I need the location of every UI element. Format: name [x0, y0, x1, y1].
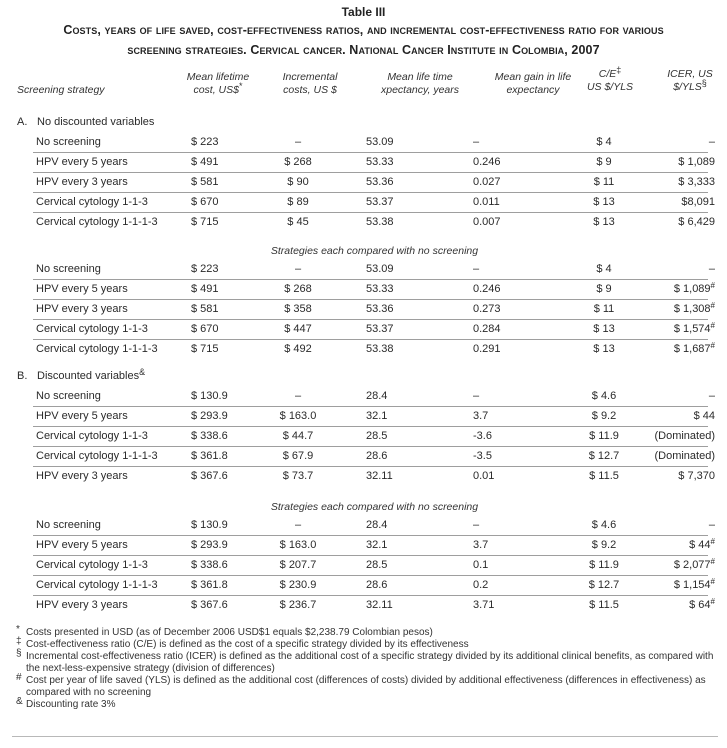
cell-icer-value: $ 1,154 [673, 579, 711, 591]
cell-life-expectancy: 53.37 [366, 323, 394, 335]
table-caption [14, 20, 714, 60]
cell-icer [643, 173, 715, 192]
header-ce-ratio [575, 65, 645, 94]
cell-icer [643, 133, 715, 152]
footnote-marker: * [16, 624, 20, 635]
cell-mean-cost: $ 223 [191, 136, 219, 148]
footnote-text: Costs presented in USD (as of December 2006 USD$1 equals $2,238.79 Colombian pesos) [26, 627, 433, 638]
cell-life-expectancy: 28.5 [366, 559, 388, 571]
cell-icer [643, 536, 715, 555]
cell-gain: 0.007 [473, 216, 501, 228]
cell-strategy: Cervical cytology 1-1-1-3 [36, 343, 158, 355]
cell-strategy: Cervical cytology 1-1-1-3 [36, 216, 158, 228]
cell-icer [643, 447, 715, 466]
header-incremental-costs [260, 71, 360, 97]
cell-icer-value: $ 1,308 [673, 303, 711, 315]
cell-gain: 3.7 [473, 410, 489, 422]
cell-ce: $ 11.9 [589, 559, 619, 571]
cell-mean-cost: $ 338.6 [191, 430, 228, 442]
cell-life-expectancy: 32.1 [366, 539, 388, 551]
section-b-compared-rows [33, 516, 715, 615]
cell-ce: $ 12.7 [588, 450, 620, 462]
table-row [33, 595, 715, 615]
cell-icer [643, 516, 715, 535]
footnote-marker: ‡ [616, 65, 622, 75]
cell-icer-value: $ 1,089 [673, 283, 711, 295]
cell-life-expectancy: 28.5 [366, 430, 388, 442]
footnote-marker: # [710, 557, 715, 566]
cell-icer-value: $ 2,077 [673, 559, 711, 571]
header-line [168, 81, 268, 97]
header-text: cost, US$ [193, 84, 239, 96]
cell-life-expectancy: 53.36 [366, 303, 394, 315]
header-line: expectancy [506, 84, 560, 96]
cell-ce: $ 11 [593, 176, 615, 188]
cell-incremental-cost: $ 447 [284, 323, 312, 335]
cell-ce: $ 13 [593, 196, 615, 208]
cell-gain: -3.5 [473, 450, 492, 462]
cell-gain: – [473, 136, 480, 148]
cell-ce: $ 11.5 [589, 470, 619, 482]
cell-life-expectancy: 53.38 [366, 343, 394, 355]
cell-icer [643, 260, 715, 279]
table-row [33, 516, 715, 535]
footnote-marker: # [710, 577, 715, 586]
footnote-marker: # [710, 537, 715, 546]
header-mean-life-expectancy [360, 71, 480, 97]
cell-incremental-cost: $ 230.9 [279, 579, 317, 591]
table-row [33, 406, 715, 426]
cell-life-expectancy: 28.6 [366, 450, 388, 462]
bottom-rule-divider [12, 736, 718, 737]
cell-gain: – [473, 263, 480, 275]
header-line [650, 78, 727, 94]
cell-incremental-cost: $ 45 [287, 216, 309, 228]
table-caption-line-2: screening strategies. Cervical cancer. National Cancer Institute in Colombia, 2007 [127, 43, 600, 57]
header-line: ICER, US [667, 68, 713, 80]
section-b-compared-subheader: Strategies each compared with no screening [270, 501, 479, 513]
cell-incremental-cost: – [294, 390, 302, 402]
cell-life-expectancy: 53.09 [366, 263, 394, 275]
cell-mean-cost: $ 130.9 [191, 519, 228, 531]
footnote-marker: # [710, 341, 715, 350]
footnote-text: Cost-effectiveness ratio (C/E) is defined as the cost of a specific strategy divided by its effectiveness [26, 639, 469, 650]
footnote-item [16, 672, 716, 699]
cell-strategy: HPV every 3 years [36, 599, 128, 611]
header-mean-lifetime-cost [168, 71, 268, 97]
cell-incremental-cost: $ 163.0 [279, 410, 317, 422]
footnote-text: Incremental cost-effectiveness ratio (ICER) is defined as the additional cost of a specific strategy divided by its additional clinical benefits, as compared with the next-less-expensive strategy (division of differences) [26, 651, 714, 674]
header-line: costs, US $ [283, 84, 337, 96]
cell-gain: 0.246 [473, 283, 501, 295]
table-title-block [0, 4, 727, 60]
cell-strategy: HPV every 5 years [36, 410, 128, 422]
header-line: Mean lifetime [186, 71, 250, 83]
header-text: $/YLS [673, 81, 702, 93]
footnote-marker: & [16, 696, 23, 707]
cell-strategy: HPV every 5 years [36, 283, 128, 295]
section-a-rows [33, 133, 715, 232]
section-title: Discounted variables [37, 370, 140, 382]
footnote-item [16, 624, 716, 639]
cell-icer-value: (Dominated) [654, 430, 715, 442]
cell-mean-cost: $ 670 [191, 323, 219, 335]
cell-ce: $ 4.6 [591, 519, 617, 531]
cell-icer [643, 407, 715, 426]
section-a-compared-rows [33, 260, 715, 359]
header-screening-strategy [17, 84, 105, 97]
cell-icer-value: – [708, 390, 715, 402]
table-row [33, 192, 715, 212]
table-row [33, 387, 715, 406]
table-row [33, 299, 715, 319]
cell-life-expectancy: 53.09 [366, 136, 394, 148]
cell-mean-cost: $ 130.9 [191, 390, 228, 402]
cell-incremental-cost: $ 163.0 [279, 539, 317, 551]
footnote-marker: # [710, 301, 715, 310]
cell-mean-cost: $ 715 [191, 216, 219, 228]
header-mean-gain-life-expectancy [478, 71, 588, 97]
header-line: US $/YLS [586, 81, 634, 93]
cell-incremental-cost: $ 268 [284, 283, 312, 295]
cell-ce: $ 9.2 [591, 410, 617, 422]
cell-gain: -3.6 [473, 430, 492, 442]
cell-gain: 0.027 [473, 176, 501, 188]
cell-icer-value: $ 1,574 [673, 323, 711, 335]
footnote-item [16, 636, 716, 651]
section-a-label [17, 116, 154, 128]
cell-gain: 0.284 [473, 323, 501, 335]
footnote-marker: # [710, 321, 715, 330]
cell-icer [643, 340, 715, 359]
section-title: No discounted variables [37, 116, 155, 128]
cell-mean-cost: $ 491 [191, 283, 219, 295]
cell-strategy: HPV every 5 years [36, 539, 128, 551]
cell-icer-value: $ 1,687 [673, 343, 711, 355]
cell-incremental-cost: $ 89 [287, 196, 309, 208]
footnote-text: Discounting rate 3% [26, 699, 116, 710]
cell-ce: $ 11.9 [589, 430, 619, 442]
section-a-compared-subheader: Strategies each compared with no screening [270, 245, 479, 257]
cell-incremental-cost: – [294, 263, 302, 275]
footnote-text: Cost per year of life saved (YLS) is defined as the additional cost (differences of costs) divided by additional effectiveness (differences in effectiveness) as compared with no screening [26, 675, 706, 698]
cell-ce: $ 11 [593, 303, 615, 315]
cell-icer [643, 556, 715, 575]
cell-incremental-cost: $ 268 [284, 156, 312, 168]
cell-icer-value: – [708, 519, 715, 531]
footnote-marker: & [139, 367, 146, 377]
table-row [33, 319, 715, 339]
cell-strategy: Cervical cytology 1-1-1-3 [36, 579, 158, 591]
cell-mean-cost: $ 367.6 [191, 599, 228, 611]
cell-life-expectancy: 53.33 [366, 283, 394, 295]
cell-mean-cost: $ 367.6 [191, 470, 228, 482]
cell-ce: $ 9.2 [591, 539, 617, 551]
cell-icer [643, 596, 715, 615]
cell-strategy: No screening [36, 390, 101, 402]
cell-mean-cost: $ 293.9 [191, 410, 228, 422]
table-row [33, 555, 715, 575]
cell-gain: – [473, 390, 480, 402]
footnote-marker: # [710, 281, 715, 290]
cell-mean-cost: $ 715 [191, 343, 219, 355]
table-row [33, 446, 715, 466]
section-letter: A. [17, 116, 28, 128]
cell-strategy: Cervical cytology 1-1-3 [36, 430, 148, 442]
cell-icer-value: $ 3,333 [678, 176, 715, 188]
cell-mean-cost: $ 361.8 [191, 450, 228, 462]
cell-incremental-cost: $ 236.7 [279, 599, 317, 611]
cell-strategy: HPV every 3 years [36, 303, 128, 315]
cell-ce: $ 9 [596, 156, 612, 168]
table-row [33, 260, 715, 279]
cell-life-expectancy: 28.4 [366, 390, 388, 402]
cell-ce: $ 4 [596, 263, 612, 275]
cell-strategy: HPV every 3 years [36, 470, 128, 482]
cell-icer [643, 576, 715, 595]
footnote-marker: * [239, 81, 243, 91]
cell-strategy: No screening [36, 263, 101, 275]
header-line [575, 65, 645, 81]
cell-mean-cost: $ 293.9 [191, 539, 228, 551]
cell-ce: $ 13 [593, 323, 615, 335]
cell-icer [643, 300, 715, 319]
table-row [33, 212, 715, 232]
cell-incremental-cost: – [294, 136, 302, 148]
table-row [33, 172, 715, 192]
cell-icer-value: – [708, 136, 715, 148]
cell-strategy: Cervical cytology 1-1-1-3 [36, 450, 158, 462]
cell-gain: 0.01 [473, 470, 495, 482]
cell-incremental-cost: $ 207.7 [279, 559, 317, 571]
section-b-label [17, 367, 146, 382]
header-line: Incremental [282, 71, 338, 83]
cell-icer-value: $ 7,370 [678, 470, 715, 482]
header-line: xpectancy, years [380, 84, 459, 96]
footnote-marker: # [710, 597, 715, 606]
table-row [33, 466, 715, 486]
cell-incremental-cost: $ 73.7 [282, 470, 314, 482]
table-row [33, 279, 715, 299]
cell-icer-value: $ 6,429 [678, 216, 715, 228]
table-label: Table III [341, 5, 386, 19]
cell-gain: 0.246 [473, 156, 501, 168]
cell-strategy: No screening [36, 519, 101, 531]
cell-strategy: Cervical cytology 1-1-3 [36, 196, 148, 208]
header-text: Screening strategy [17, 84, 105, 96]
cell-incremental-cost: $ 358 [284, 303, 312, 315]
cell-ce: $ 4.6 [591, 390, 617, 402]
cell-gain: 3.71 [473, 599, 495, 611]
table-row [33, 575, 715, 595]
cell-ce: $ 9 [596, 283, 612, 295]
cell-icer-value: (Dominated) [654, 450, 715, 462]
footnote-marker: § [701, 78, 707, 88]
cell-strategy: Cervical cytology 1-1-3 [36, 559, 148, 571]
cell-icer-value: $ 1,089 [678, 156, 715, 168]
footnote-marker: § [16, 648, 22, 659]
cell-life-expectancy: 32.11 [366, 470, 393, 482]
footnote-item [16, 648, 716, 675]
cell-life-expectancy: 32.11 [366, 599, 393, 611]
footnotes [16, 624, 716, 711]
cell-ce: $ 12.7 [588, 579, 620, 591]
cell-icer [643, 467, 715, 486]
cell-icer-value: – [708, 263, 715, 275]
cell-gain: – [473, 519, 480, 531]
cell-icer [643, 387, 715, 406]
cell-mean-cost: $ 670 [191, 196, 219, 208]
table-row [33, 426, 715, 446]
cell-strategy: HPV every 5 years [36, 156, 128, 168]
cell-icer-value: $ 44 [693, 410, 715, 422]
cell-icer [643, 280, 715, 299]
cell-ce: $ 13 [593, 343, 615, 355]
footnote-marker: # [16, 672, 22, 683]
cell-mean-cost: $ 338.6 [191, 559, 228, 571]
cell-mean-cost: $ 491 [191, 156, 219, 168]
cell-icer-value: $ 44 [689, 539, 711, 551]
cell-life-expectancy: 53.38 [366, 216, 394, 228]
cell-gain: 0.011 [473, 196, 500, 208]
section-b-rows [33, 387, 715, 486]
cell-gain: 0.2 [473, 579, 489, 591]
cell-gain: 0.273 [473, 303, 501, 315]
cell-life-expectancy: 53.36 [366, 176, 394, 188]
cell-gain: 0.291 [473, 343, 501, 355]
header-line: Mean gain in life [494, 71, 572, 83]
cell-incremental-cost: $ 44.7 [282, 430, 314, 442]
cell-life-expectancy: 28.4 [366, 519, 388, 531]
cell-ce: $ 11.5 [589, 599, 619, 611]
footnote-item [16, 696, 716, 711]
cell-icer [643, 320, 715, 339]
cell-icer-value: $ 64 [689, 599, 711, 611]
cell-mean-cost: $ 361.8 [191, 579, 228, 591]
cell-gain: 0.1 [473, 559, 489, 571]
table-row [33, 133, 715, 152]
footnote-marker: ‡ [16, 636, 22, 647]
table-caption-line-1: Costs, years of life saved, cost-effectiveness ratios, and incremental cost-effectiveness ratio for various [63, 23, 664, 37]
cell-ce: $ 13 [593, 216, 615, 228]
cell-icer [643, 213, 715, 232]
header-text: C/E [598, 68, 617, 80]
cell-strategy: Cervical cytology 1-1-3 [36, 323, 148, 335]
cell-incremental-cost: – [294, 519, 302, 531]
table-row [33, 152, 715, 172]
header-icer [650, 68, 727, 94]
cell-gain: 3.7 [473, 539, 489, 551]
cell-incremental-cost: $ 67.9 [282, 450, 314, 462]
header-line: Mean life time [387, 71, 453, 83]
cell-strategy: HPV every 3 years [36, 176, 128, 188]
cell-life-expectancy: 32.1 [366, 410, 388, 422]
cell-life-expectancy: 53.37 [366, 196, 394, 208]
cell-icer [643, 427, 715, 446]
cell-incremental-cost: $ 90 [287, 176, 309, 188]
cell-icer [643, 153, 715, 172]
cell-icer-value: $8,091 [681, 196, 715, 208]
cell-incremental-cost: $ 492 [284, 343, 312, 355]
cell-mean-cost: $ 581 [191, 303, 219, 315]
table-row [33, 535, 715, 555]
cell-icer [643, 193, 715, 212]
cell-life-expectancy: 53.33 [366, 156, 394, 168]
cell-life-expectancy: 28.6 [366, 579, 388, 591]
cell-ce: $ 4 [596, 136, 612, 148]
cell-mean-cost: $ 581 [191, 176, 219, 188]
cell-strategy: No screening [36, 136, 101, 148]
section-letter: B. [17, 370, 28, 382]
table-row [33, 339, 715, 359]
cell-mean-cost: $ 223 [191, 263, 219, 275]
